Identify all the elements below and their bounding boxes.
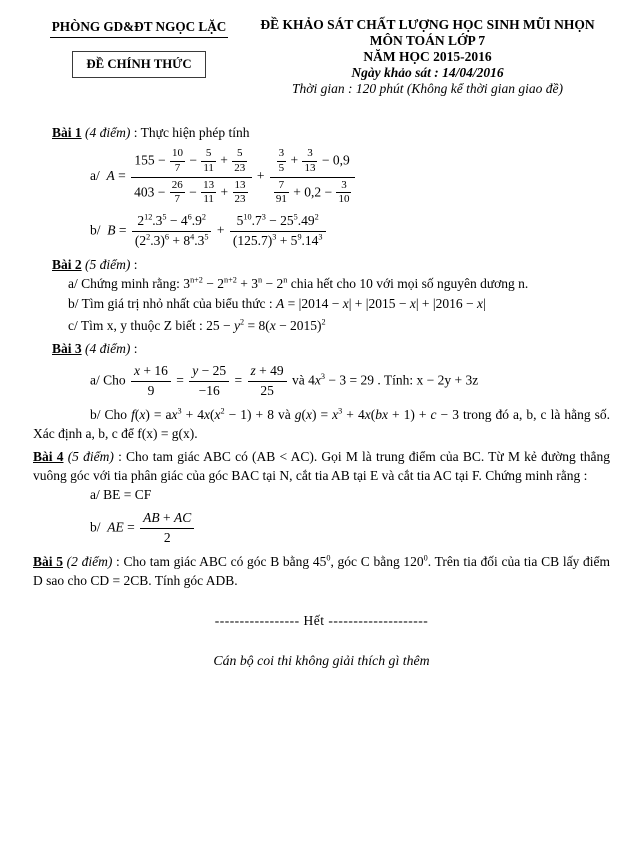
fraction: $\frac{x + 16}{9}$ bbox=[131, 363, 171, 400]
fraction: $\frac{AB + AC}{2}$ bbox=[140, 510, 194, 547]
school-year: NĂM HỌC 2015-2016 bbox=[363, 48, 492, 64]
problem-5-statement: Bài 5 (2 điểm) : Cho tam giác ABC có góc B bằng $45^0$, góc C bằng $120^0$. Trên tia đối của tia CB lấy điểm D sao cho CD = 2CB. Tính góc ADB. bbox=[33, 553, 611, 589]
problem-2-part-c: c/ Tìm x, y thuộc Z biết : $25 - y^2 = 8(x - 2015)^2$ bbox=[68, 317, 326, 334]
fraction: $\frac{10}{7}$ bbox=[171, 147, 183, 174]
fraction: $\frac{3}{10}$ bbox=[338, 178, 350, 206]
problem-3-part-a: a/ Cho $\frac{x + 16}{9}$ = $\frac{y - 25}{-16}$ = $\frac{z + 49}{25}$ và $4x^3 - 3 = 29$ . Tính: x − 2y + 3z bbox=[90, 362, 479, 398]
header-right bbox=[245, 16, 610, 97]
problem-4-statement: Bài 4 (5 điểm) : Cho tam giác ABC có (AB < AC). Gọi M là trung điểm của BC. Từ M kẻ đường thẳng vuông góc với tia phân giác của góc BAC tại N, cắt tia AB tại E và cắt tia AC tại F. Chứng minh rằng : bbox=[33, 448, 611, 484]
exam-subject: MÔN TOÁN LỚP 7 bbox=[369, 32, 486, 48]
exam-date: Ngày khảo sát : 14/04/2016 bbox=[351, 64, 504, 80]
problem-5 bbox=[33, 552, 610, 591]
fraction: $\frac{5^{10}.7^3 - 25^5.49^2}{(125.7)^3 + 5^9.14^3}$ bbox=[230, 213, 326, 250]
exam-duration: Thời gian : 120 phút (Không kể thời gian giao đề) bbox=[292, 80, 563, 96]
problem-4-part-a: a/ BE = CF bbox=[90, 487, 152, 503]
problem-3 bbox=[33, 339, 610, 444]
department-name: PHÒNG GD&ĐT NGỌC LẶC bbox=[50, 19, 229, 38]
problem-3-heading: Bài 3 (4 điểm) : bbox=[52, 340, 138, 356]
fraction: $\frac{5}{11}$ bbox=[203, 147, 214, 174]
fraction: $\frac{26}{7}$ bbox=[171, 178, 183, 206]
official-exam-box bbox=[72, 51, 205, 78]
problem-4-part-b: b/ AE = $\frac{AB + AC}{2}$ bbox=[33, 509, 610, 548]
official-exam-label: ĐỀ CHÍNH THỨC bbox=[86, 57, 192, 71]
fraction: $\frac{3}{5}$ bbox=[278, 147, 285, 174]
fraction: $\frac{3}{5}$ + $\frac{3}{13}$ − 0,9 $\frac{7}{91}$ + 0,2 − $\frac{3}{10}$ bbox=[270, 147, 356, 207]
problem-3-part-b: b/ Cho $f(x) = ax^3 + 4x(x^2 - 1) + 8$ và $g(x) = x^3 + 4x(bx + 1) + c - 3$ trong đó a, b, c là hằng số. Xác định a, b, c để f(x) = g(x). bbox=[33, 406, 610, 442]
problem-1-part-a: a/ A = 155 − $\frac{10}{7}$ − $\frac{5}{11}$ + $\frac{5}{23}$ 403 − $\frac{26}{7}$ − $\frac{13}{11}$ + $\frac{13}{23}$ + $\frac{3}{5}$ + $\frac{3}{13}$ − 0,9 $\frac{7}{91}$ + 0,2 − $\frac{3}{10}$ bbox=[33, 146, 610, 208]
exam-title: ĐỀ KHẢO SÁT CHẤT LƯỢNG HỌC SINH MŨI NHỌN bbox=[260, 17, 595, 32]
problem-2-part-a: a/ Chứng minh rằng: $3^{n+2} - 2^{n+2} + 3^n - 2^n$ chia hết cho 10 với mọi số nguyên dương n. bbox=[68, 275, 529, 292]
problem-1-heading: Bài 1 (4 điểm) : Thực hiện phép tính bbox=[52, 124, 250, 140]
fraction: $\frac{3}{13}$ bbox=[304, 147, 316, 174]
department-name-row bbox=[33, 19, 245, 38]
fraction: 155 − $\frac{10}{7}$ − $\frac{5}{11}$ + $\frac{5}{23}$ 403 − $\frac{26}{7}$ − $\frac{13}{11}$ + $\frac{13}{23}$ bbox=[131, 147, 251, 207]
problem-2-heading: Bài 2 (5 điểm) : bbox=[52, 256, 138, 272]
problem-4 bbox=[33, 447, 610, 548]
problems-list bbox=[33, 123, 610, 591]
fraction: $\frac{13}{23}$ bbox=[234, 178, 246, 206]
fraction: $\frac{7}{91}$ bbox=[275, 178, 287, 206]
fraction: $\frac{13}{11}$ bbox=[203, 178, 215, 206]
fraction: $\frac{2^{12}.3^5 - 4^6.9^2}{(2^2.3)^6 + 8^4.3^5}$ bbox=[132, 213, 212, 250]
problem-2 bbox=[33, 255, 610, 336]
exam-header bbox=[33, 16, 610, 97]
fraction: $\frac{y - 25}{-16}$ bbox=[189, 363, 229, 400]
proctor-note: Cán bộ coi thi không giải thích gì thêm bbox=[213, 652, 430, 668]
header-left bbox=[33, 16, 245, 97]
fraction: $\frac{5}{23}$ bbox=[234, 147, 246, 174]
problem-1 bbox=[33, 123, 610, 251]
problem-1-part-b: b/ B = $\frac{2^{12}.3^5 - 4^6.9^2}{(2^2.3)^6 + 8^4.3^5}$ + $\frac{5^{10}.7^3 - 25^5.49^2}{(125.7)^3 + 5^9.14^3}$ bbox=[33, 212, 610, 251]
problem-2-part-b: b/ Tìm giá trị nhỏ nhất của biểu thức : A = |2014 − x| + |2015 − x| + |2016 − x| bbox=[68, 295, 486, 311]
fraction: $\frac{z + 49}{25}$ bbox=[248, 363, 287, 400]
end-marker: ----------------- Hết -------------------- bbox=[214, 612, 429, 628]
